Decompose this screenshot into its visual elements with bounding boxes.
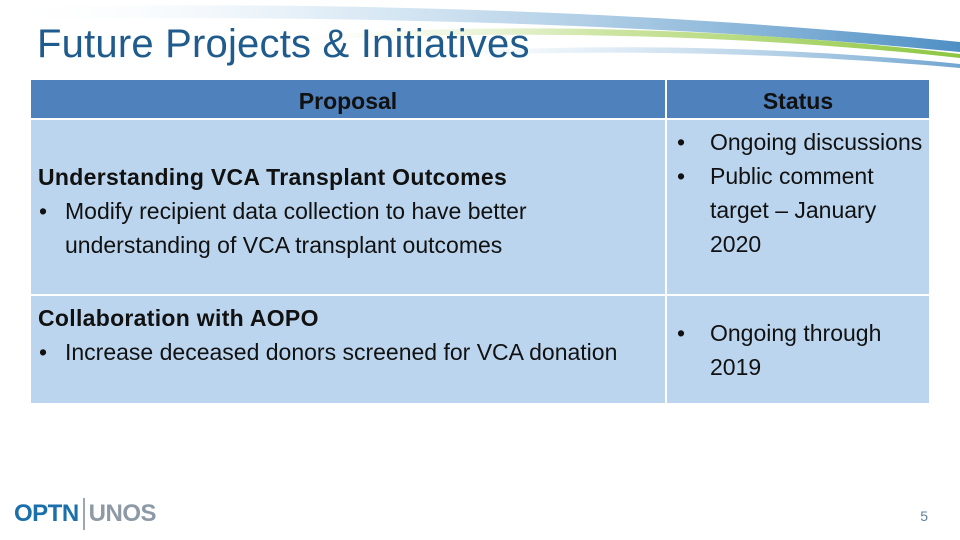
row1-status-item — [667, 125, 929, 159]
row2-heading: Collaboration with AOPO — [38, 305, 319, 331]
row1-bullet-text: Modify recipient data collection to have better understanding of VCA transplant outcomes — [65, 198, 527, 258]
slide-title: Future Projects & Initiatives — [37, 22, 530, 66]
logo-unos-text: UNOS — [88, 500, 157, 527]
row2-status-item — [667, 316, 929, 384]
bullet-dot: • — [677, 129, 686, 155]
bullet-dot: • — [39, 198, 48, 224]
row1-proposal-cell — [31, 120, 665, 294]
row2-status-text-1: Ongoing through 2019 — [710, 320, 882, 380]
logo-optn-text: OPTN — [14, 500, 79, 527]
row1-status-cell — [667, 120, 929, 294]
row2-bullet-text: Increase deceased donors screened for VCA donation — [65, 339, 618, 365]
row1-status-text-2: Public comment target – January 2020 — [710, 163, 877, 257]
bullet-dot: • — [677, 320, 686, 346]
row2-proposal-cell — [31, 296, 665, 403]
header-status: Status — [667, 80, 929, 118]
row1-status-item — [667, 159, 929, 261]
logo-divider — [83, 498, 85, 530]
row1-heading: Understanding VCA Transplant Outcomes — [38, 164, 508, 190]
page-number: 5 — [920, 508, 928, 524]
row1-bullet — [38, 194, 665, 262]
row2-status-cell — [667, 296, 929, 403]
header-proposal: Proposal — [31, 80, 665, 118]
row1-status-text-1: Ongoing discussions — [710, 129, 923, 155]
projects-table — [31, 80, 929, 403]
bullet-dot: • — [677, 163, 686, 189]
bullet-dot: • — [39, 339, 48, 365]
optn-unos-logo — [14, 496, 156, 532]
row2-bullet — [38, 335, 665, 369]
